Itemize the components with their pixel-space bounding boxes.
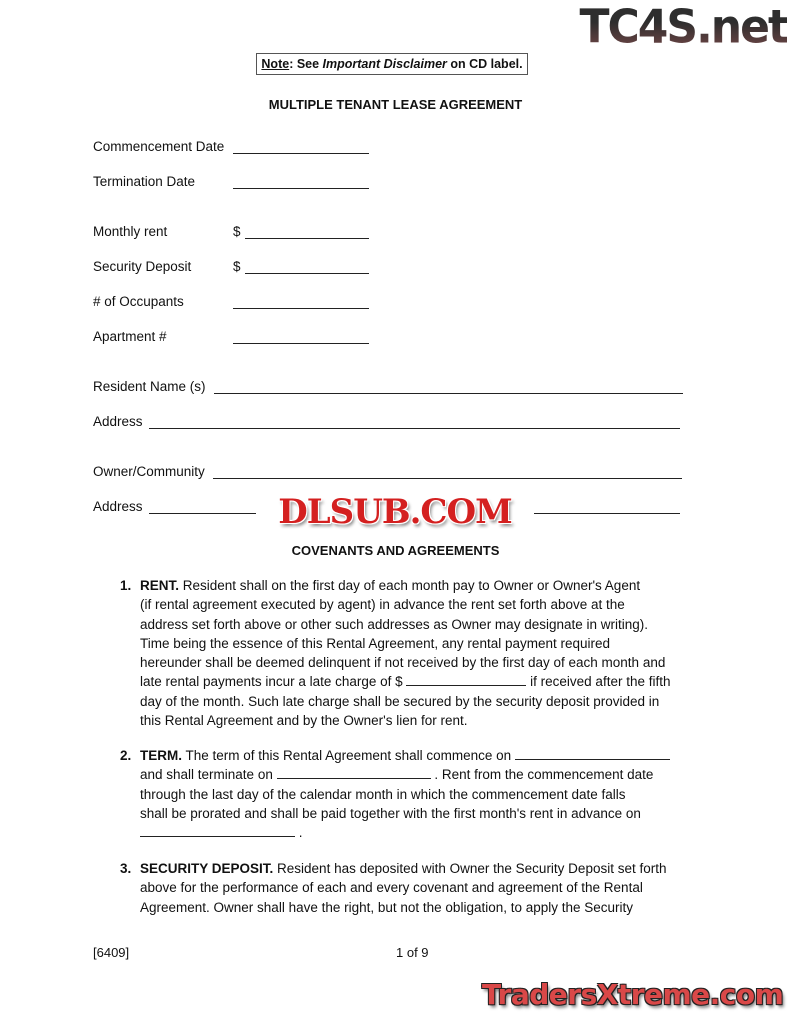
term-commence-field[interactable] xyxy=(515,747,670,760)
item-number: 2. xyxy=(120,748,132,763)
note-text-after: on CD label. xyxy=(446,57,523,71)
item-text: Time being the essence of this Rental Agreement, any rental payment required xyxy=(140,635,611,651)
form-code: [6409] xyxy=(93,945,130,960)
item-text: Agreement. Owner shall have the right, but not the obligation, to apply the Security xyxy=(140,899,634,915)
resident-address-label: Address xyxy=(93,414,143,429)
term-terminate-field[interactable] xyxy=(277,766,431,779)
note-label: Note xyxy=(261,57,290,71)
note-italic: Important Disclaimer xyxy=(322,57,447,71)
item-heading: TERM. xyxy=(140,748,182,763)
item-heading: SECURITY DEPOSIT. xyxy=(140,861,274,876)
monthly-rent-field[interactable] xyxy=(245,238,369,239)
item-text: The term of this Rental Agreement shall commence on xyxy=(182,748,515,763)
covenant-security-deposit xyxy=(120,859,700,917)
item-text: day of the month. Such late charge shall be secured by the security deposit provided in xyxy=(140,693,660,709)
item-number: 3. xyxy=(120,861,132,876)
page-number: 1 of 9 xyxy=(396,945,429,960)
tradersxtreme-watermark: TradersXtreme.com xyxy=(482,978,784,1011)
owner-address-label: Address xyxy=(93,499,143,514)
security-deposit-label: Security Deposit xyxy=(93,259,192,274)
covenant-rent xyxy=(120,576,700,730)
owner-community-field[interactable] xyxy=(213,478,682,479)
item-text: address set forth above or other such addresses as Owner may designate in writing). xyxy=(140,616,649,632)
item-text: Resident shall on the first day of each month pay to Owner or Owner's Agent xyxy=(179,578,641,593)
item-text: Resident has deposited with Owner the Security Deposit set forth xyxy=(273,861,667,876)
dlsub-watermark: DLSUB.COM xyxy=(256,494,534,530)
security-deposit-currency: $ xyxy=(233,259,241,274)
item-text: late rental payments incur a late charge of $ xyxy=(140,674,407,690)
item-number: 1. xyxy=(120,578,132,593)
monthly-rent-currency: $ xyxy=(233,224,241,239)
document-title: MULTIPLE TENANT LEASE AGREEMENT xyxy=(268,97,523,112)
owner-community-label: Owner/Community xyxy=(93,464,205,479)
item-text: (if rental agreement executed by agent) in advance the rent set forth above at the xyxy=(140,597,625,613)
resident-names-label: Resident Name (s) xyxy=(93,379,206,394)
occupants-field[interactable] xyxy=(233,308,369,309)
item-text: this Rental Agreement and by the Owner's lien for rent. xyxy=(140,713,468,729)
disclaimer-note xyxy=(256,53,528,75)
item-text: hereunder shall be deemed delinquent if not received by the first day of each month and xyxy=(140,655,666,671)
monthly-rent-label: Monthly rent xyxy=(93,224,168,239)
resident-address-field[interactable] xyxy=(149,428,680,429)
section-title: COVENANTS AND AGREEMENTS xyxy=(291,543,500,558)
termination-date-label: Termination Date xyxy=(93,174,196,189)
item-text: shall be prorated and shall be paid together with the first month's rent in advance on xyxy=(140,805,641,821)
item-text: . Rent from the commencement date xyxy=(430,767,654,783)
late-charge-field[interactable] xyxy=(406,673,526,686)
commencement-date-field[interactable] xyxy=(233,153,369,154)
note-text-before: : See xyxy=(289,57,323,71)
item-text: if received after the fifth xyxy=(526,674,671,690)
commencement-date-label: Commencement Date xyxy=(93,139,225,154)
occupants-label: # of Occupants xyxy=(93,294,184,309)
item-text: . xyxy=(295,825,303,841)
item-text: and shall terminate on xyxy=(140,767,277,783)
advance-date-field[interactable] xyxy=(140,824,295,837)
tc4s-watermark: TC4S.net xyxy=(579,0,787,55)
termination-date-field[interactable] xyxy=(233,188,369,189)
apartment-label: Apartment # xyxy=(93,329,167,344)
security-deposit-field[interactable] xyxy=(245,273,369,274)
resident-names-field[interactable] xyxy=(214,393,683,394)
item-text: above for the performance of each and every covenant and agreement of the Rental xyxy=(140,880,643,896)
covenant-term xyxy=(120,746,700,842)
item-text: through the last day of the calendar month in which the commencement date falls xyxy=(140,786,626,802)
apartment-field[interactable] xyxy=(233,343,369,344)
item-heading: RENT. xyxy=(140,578,180,593)
